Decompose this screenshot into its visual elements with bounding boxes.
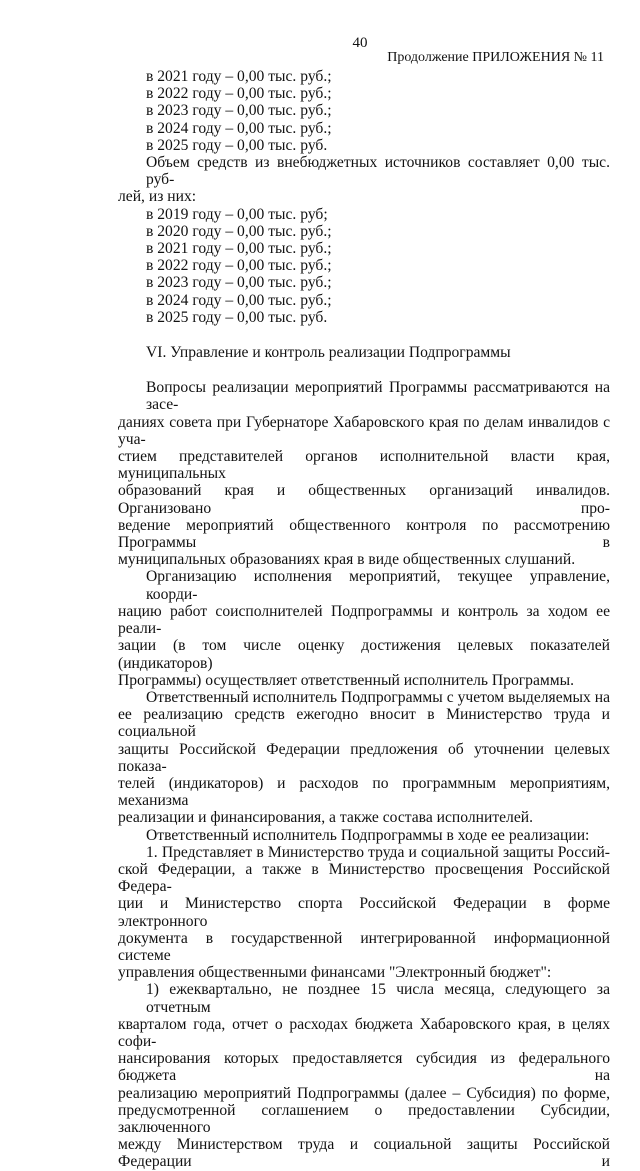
list-item: в 2021 году – 0,00 тыс. руб.; [146, 68, 332, 85]
paragraph-line: между Министерством труда и социальной защиты Российской Федерации и [118, 1136, 610, 1171]
list-item: в 2024 году – 0,00 тыс. руб.; [146, 291, 332, 309]
paragraph-line: ведение мероприятий общественного контроля по рассмотрению Программы в [118, 516, 610, 552]
paragraph [118, 689, 610, 827]
list-item: в 2025 году – 0,00 тыс. руб. [146, 308, 328, 326]
section-title: VI. Управление и контроль реализации Подпрограммы [146, 344, 511, 362]
paragraph-line: 1. Представляет в Министерство труда и социальной защиты Россий- [146, 843, 610, 861]
paragraph-line: реализацию мероприятий Подпрограммы (далее – Субсидия) по форме, [118, 1084, 610, 1102]
list-item: в 2022 году – 0,00 тыс. руб.; [146, 257, 332, 275]
paragraph-line: ской Федерации, а также в Министерство просвещения Российской Федера- [118, 860, 610, 896]
paragraph-line: нацию работ соисполнителей Подпрограммы и контроль за ходом ее реали- [118, 602, 610, 638]
paragraph-line: Программы) осуществляет ответственный исполнитель Программы. [118, 671, 574, 689]
list-item: в 2019 году – 0,00 тыс. руб; [146, 205, 328, 223]
paragraph [118, 844, 610, 982]
paragraph-line: Ответственный исполнитель Подпрограммы в ходе ее реализации: [146, 826, 590, 844]
paragraph [118, 827, 610, 844]
paragraph-line: документа в государственной интегрированной информационной системе [118, 929, 610, 964]
paragraph-line: предусмотренной соглашением о предоставлении Субсидии, заключенного [118, 1101, 610, 1136]
paragraph-line: стием представителей органов исполнительной власти края, муниципальных [118, 448, 610, 483]
paragraph-line: лей, из них: [118, 188, 197, 206]
paragraph-line: даниях совета при Губернаторе Хабаровского края по делам инвалидов с уча- [118, 413, 610, 448]
appendix-label: Продолжение ПРИЛОЖЕНИЯ № 11 [387, 50, 604, 65]
paragraph-line: Организацию исполнения мероприятий, текущее управление, коорди- [146, 568, 610, 603]
list-item: в 2023 году – 0,00 тыс. руб.; [146, 274, 332, 292]
paragraph-line: муниципальных образованиях края в виде общественных слушаний. [118, 551, 576, 569]
paragraph-line: кварталом года, отчет о расходах бюджета Хабаровского края, в целях софи- [118, 1015, 610, 1050]
paragraph-line: Вопросы реализации мероприятий Программы рассматриваются на засе- [146, 379, 610, 414]
paragraph-line: ции и Министерство спорта Российской Федерации в форме электронного [118, 895, 610, 930]
paragraph-line: управления общественными финансами "Электронный бюджет": [118, 964, 552, 982]
paragraph-line: защиты Российской Федерации предложения об уточнении целевых показа- [118, 740, 610, 775]
page-number: 40 [352, 35, 368, 51]
budget-list-b [118, 206, 610, 326]
budget-list-a [118, 68, 610, 154]
paragraph-line: нансирования которых предоставляется субсидия из федерального бюджета на [118, 1050, 610, 1085]
paragraph [118, 379, 610, 568]
list-item: в 2021 году – 0,00 тыс. руб.; [146, 240, 332, 258]
extra-sources-paragraph [118, 154, 610, 206]
document-body [118, 68, 610, 1171]
list-item: в 2023 году – 0,00 тыс. руб.; [146, 102, 332, 120]
list-item: в 2024 году – 0,00 тыс. руб.; [146, 119, 332, 137]
paragraph-line: зации (в том числе оценку достижения целевых показателей (индикаторов) [118, 637, 610, 672]
paragraph-line: телей (индикаторов) и расходов по программным мероприятиям, механизма [118, 774, 610, 810]
list-item: в 2020 году – 0,00 тыс. руб.; [146, 222, 332, 240]
paragraph-line: Ответственный исполнитель Подпрограммы с учетом выделяемых на [146, 688, 610, 706]
paragraph [118, 568, 610, 688]
list-item: в 2025 году – 0,00 тыс. руб. [146, 136, 328, 154]
paragraph [118, 981, 610, 1170]
paragraph-line: образований края и общественных организаций инвалидов. Организовано про- [118, 482, 610, 517]
paragraph-line: реализации и финансирования, а также состава исполнителей. [118, 809, 534, 827]
list-item: в 2022 году – 0,00 тыс. руб.; [146, 85, 332, 103]
paragraph-line: 1) ежеквартально, не позднее 15 числа месяца, следующего за отчетным [146, 981, 610, 1016]
paragraph-line: ее реализацию средств ежегодно вносит в Министерство труда и социальной [118, 706, 610, 741]
paragraph-line: Объем средств из внебюджетных источников составляет 0,00 тыс. руб- [146, 154, 610, 189]
